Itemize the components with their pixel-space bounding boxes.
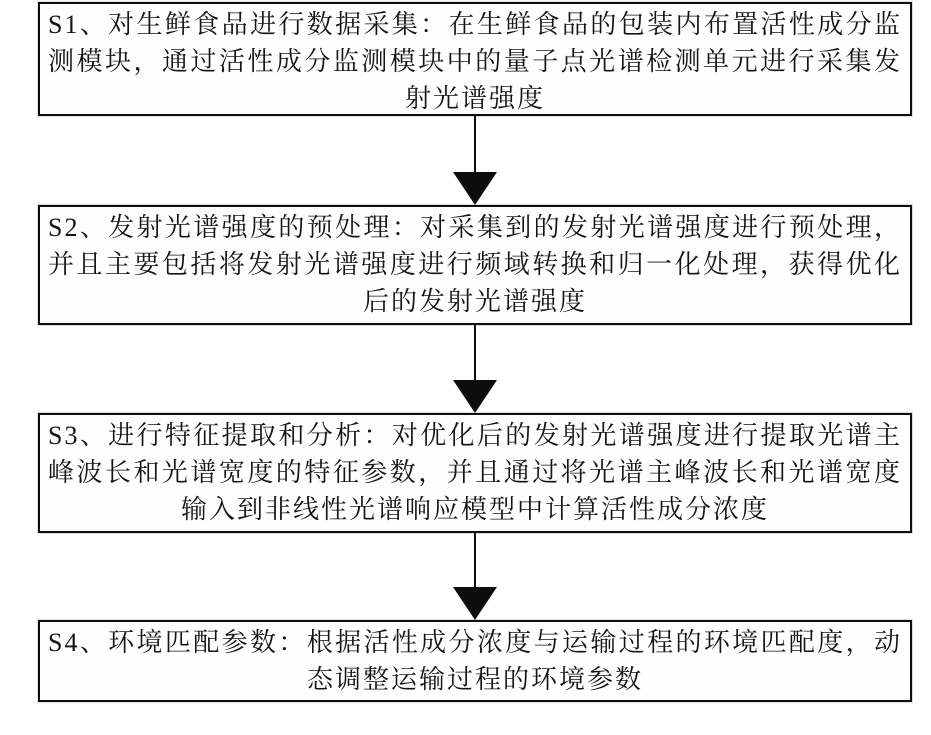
arrow-down-icon	[453, 380, 497, 413]
down-arrow-3	[453, 533, 497, 620]
down-arrow-2	[453, 325, 497, 413]
step-s1-text: S1、对生鲜食品进行数据采集：在生鲜食品的包装内布置活性成分监测模块，通过活性成分监测模块中的量子点光谱检测单元进行采集发射光谱强度	[48, 10, 902, 113]
step-s3-text: S3、进行特征提取和分析：对优化后的发射光谱强度进行提取光谱主峰波长和光谱宽度的特征参数，并且通过将光谱主峰波长和光谱宽度输入到非线性光谱响应模型中计算活性成分浓度	[48, 421, 902, 524]
arrow-shaft	[474, 533, 476, 587]
arrow-shaft	[474, 325, 476, 380]
step-s3-box	[38, 413, 912, 533]
step-s1-box	[38, 2, 912, 116]
step-s2-text: S2、发射光谱强度的预处理：对采集到的发射光谱强度进行预处理，并且主要包括将发射光谱强度进行频域转换和归一化处理，获得优化后的发射光谱强度	[48, 213, 902, 316]
step-s4-text: S4、环境匹配参数：根据活性成分浓度与运输过程的环境匹配度，动态调整运输过程的环境参数	[48, 628, 902, 694]
arrow-shaft	[474, 116, 476, 172]
step-s2-box	[38, 205, 912, 325]
step-s4-box	[38, 620, 912, 702]
arrow-down-icon	[453, 172, 497, 205]
arrow-down-icon	[453, 587, 497, 620]
down-arrow-1	[453, 116, 497, 205]
